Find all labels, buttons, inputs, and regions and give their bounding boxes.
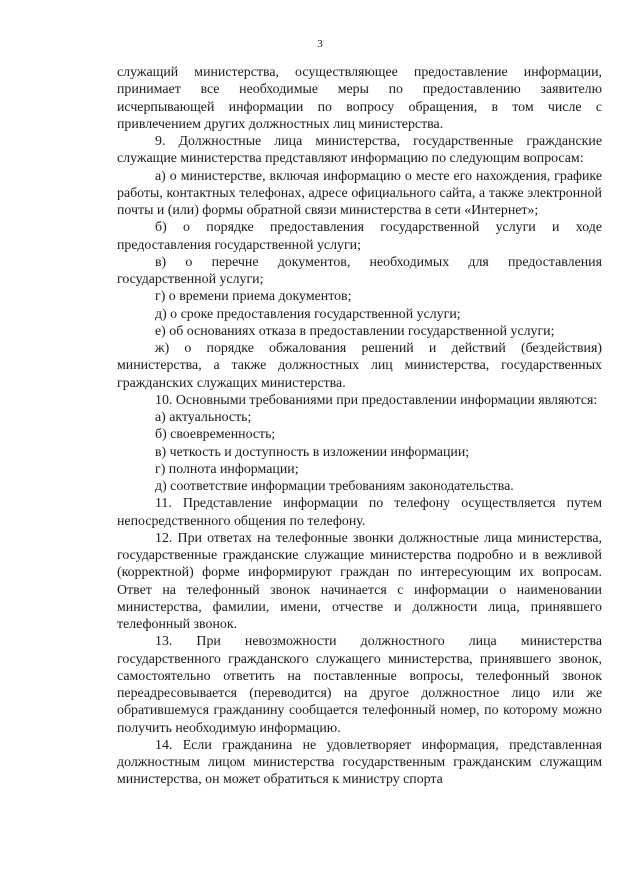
paragraph-9: 9. Должностные лица министерства, государственные гражданские служащие министерства представляют информацию по следующим вопросам: (117, 134, 602, 167)
paragraph-10-item-v: в) четкость и доступность в изложении информации; (155, 444, 470, 460)
page-number: 3 (317, 38, 323, 50)
paragraph-9-item-a: а) о министерстве, включая информацию о месте его нахождения, графике работы, контактных телефонах, адресе официального сайта, а также электронной почты и (или) формы обратной связи министерства в сети «Интернет»; (117, 168, 602, 218)
paragraph-12: 12. При ответах на телефонные звонки должностные лица министерства, государственные гражданские служащие министерства подробно и в вежливой (корректной) форме информируют граждан по интересующим их вопросам. Ответ на телефонный звонок начинается с информации о наименовании министерства, фамилии, имени, отчестве и должности лица, принявшего телефонный звонок. (117, 530, 602, 632)
paragraph-10-item-a: а) актуальность; (155, 410, 252, 425)
paragraph-14: 14. Если гражданина не удовлетворяет информация, представленная должностным лицом министерства государственным гражданским служащим министерства, он может обратиться к министру спорта (117, 737, 602, 788)
paragraph-13: 13. При невозможности должностного лица министерства государственного гражданского служащего министерства, принявшего звонок, самостоятельно ответить на поставленные вопросы, телефонный звонок переадресовывается (переводится) на другое должностное лицо или же обратившемуся гражданину сообщается телефонный номер, по которому можно получить необходимую информацию. (117, 634, 602, 736)
paragraph-10-item-b: б) своевременность; (155, 427, 276, 443)
paragraph-9-item-v: в) о перечне документов, необходимых для предоставления государственной услуги; (117, 254, 602, 287)
paragraph-9-item-zh: ж) о порядке обжалования решений и действий (бездействия) министерства, а также должностных лиц министерства, государственных гражданских служащих министерства. (117, 341, 602, 391)
document-body (117, 64, 602, 789)
paragraph-continuation: служащий министерства, осуществляющее предоставление информации, принимает все необходимые меры по предоставлению заявителю исчерпывающей информации по вопросу обращения, в том числе с привлечением других должностных лиц министерства. (117, 65, 602, 132)
paragraph-9-item-g: г) о времени приема документов; (155, 289, 352, 305)
paragraph-9-item-d: д) о сроке предоставления государственной услуги; (155, 306, 461, 322)
paragraph-9-item-e: е) об основаниях отказа в предоставлении государственной услуги; (155, 323, 555, 339)
paragraph-10-item-g: г) полнота информации; (155, 461, 299, 477)
paragraph-11: 11. Представление информации по телефону осуществляется путем непосредственного общения по телефону. (117, 496, 602, 529)
paragraph-10: 10. Основными требованиями при предоставлении информации являются: (155, 392, 598, 408)
paragraph-10-item-d: д) соответствие информации требованиям законодательства. (155, 479, 514, 494)
paragraph-9-item-b: б) о порядке предоставления государственной услуги и ходе предоставления государственной услуги; (117, 220, 602, 253)
